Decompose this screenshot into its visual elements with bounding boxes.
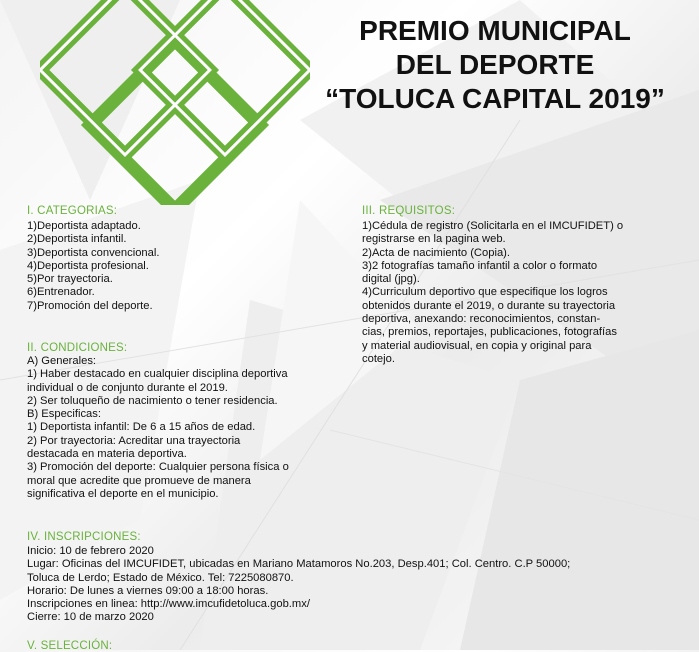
poster-title bbox=[300, 14, 690, 116]
interlocking-squares-logo-icon bbox=[40, 0, 310, 205]
text-line: deportiva, anexando: reconocimientos, constan- bbox=[362, 313, 601, 326]
text-line: obtenidos durante el 2019, o durante su trayectoria bbox=[362, 299, 616, 312]
categorias-heading: I. CATEGORIAS: bbox=[27, 205, 118, 217]
text-line: cotejo. bbox=[362, 352, 395, 365]
text-line: cias, premios, reportajes, publicaciones, fotografías bbox=[362, 326, 617, 339]
text-line: digital (jpg). bbox=[362, 273, 420, 286]
text-line: Cierre: 10 de marzo 2020 bbox=[27, 611, 154, 624]
text-line: 1)Cédula de registro (Solicitarla en el IMCUFIDET) o bbox=[362, 220, 624, 232]
text-line: destacada en materia deportiva. bbox=[27, 448, 187, 461]
inscripciones-heading: IV. INSCRIPCIONES: bbox=[27, 531, 141, 543]
text-line: individual o de conjunto durante el 2019. bbox=[27, 381, 228, 394]
title-line-3: “TOLUCA CAPITAL 2019” bbox=[325, 83, 665, 114]
text-line: Horario: De lunes a viernes 09:00 a 18:00 horas. bbox=[27, 584, 269, 597]
list-item: 4)Deportista profesional. bbox=[27, 259, 149, 272]
title-line-1: PREMIO MUNICIPAL bbox=[359, 15, 631, 46]
text-line: 3) Promoción del deporte: Cualquier persona física o bbox=[27, 461, 289, 474]
list-item: 3)Deportista convencional. bbox=[27, 246, 160, 259]
list-item: 5)Por trayectoria. bbox=[27, 273, 113, 286]
list-item: 7)Promoción del deporte. bbox=[27, 299, 153, 312]
requisitos-heading: III. REQUISITOS: bbox=[362, 205, 456, 217]
list-item: 1)Deportista adaptado. bbox=[27, 220, 141, 232]
text-line: B) Especificas: bbox=[27, 408, 101, 421]
text-line: 1) Haber destacado en cualquier disciplina deportiva bbox=[27, 368, 288, 381]
text-line: registrarse en la pagina web. bbox=[362, 233, 506, 246]
inscripciones-text bbox=[27, 545, 570, 625]
text-line: 2) Ser toluqueño de nacimiento o tener residencia. bbox=[27, 394, 278, 407]
text-line: significativa el deporte en el municipio. bbox=[27, 487, 219, 500]
condiciones-text bbox=[27, 355, 289, 501]
text-line: 3)2 fotografías tamaño infantil a color o formato bbox=[362, 259, 598, 272]
list-item: 6)Entrenador. bbox=[27, 286, 95, 299]
seleccion-heading: V. SELECCIÓN: bbox=[27, 640, 113, 652]
condiciones-heading: II. CONDICIONES: bbox=[27, 342, 128, 354]
list-item: 2)Deportista infantil. bbox=[27, 233, 127, 246]
text-line: 4)Curriculum deportivo que especifique los logros bbox=[362, 286, 608, 299]
categorias-list bbox=[27, 220, 159, 313]
text-line: Inicio: 10 de febrero 2020 bbox=[27, 545, 154, 557]
requisitos-text bbox=[362, 220, 652, 366]
text-line: 2) Por trayectoria: Acreditar una trayectoria bbox=[27, 434, 241, 447]
text-line: moral que acredite que promueve de manera bbox=[27, 474, 251, 487]
text-line: y material audiovisual, en copia y original para bbox=[362, 339, 592, 352]
text-line: Toluca de Lerdo; Estado de México. Tel: 7225080870. bbox=[27, 571, 294, 584]
text-line: A) Generales: bbox=[27, 355, 97, 367]
text-line: Lugar: Oficinas del IMCUFIDET, ubicadas en Mariano Matamoros No.203, Desp.401; Col. Centro. C.P 50000; bbox=[27, 558, 571, 571]
title-line-2: DEL DEPORTE bbox=[395, 49, 595, 80]
text-line: 2)Acta de nacimiento (Copia). bbox=[362, 246, 510, 259]
text-line: Inscripciones en linea: http://www.imcufidetoluca.gob.mx/ bbox=[27, 598, 310, 611]
text-line: 1) Deportista infantil: De 6 a 15 años de edad. bbox=[27, 421, 256, 434]
